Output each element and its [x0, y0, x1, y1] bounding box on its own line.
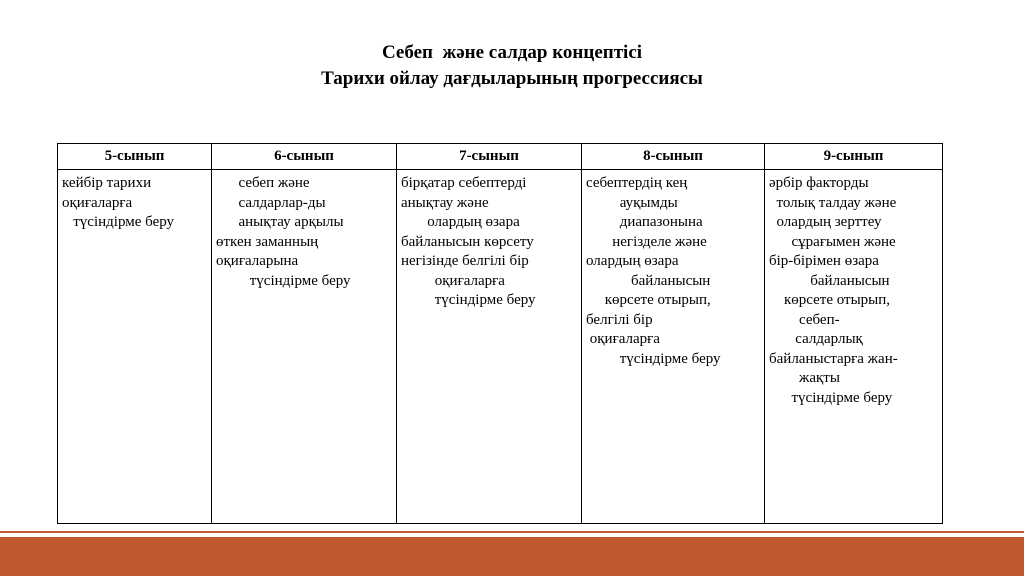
- cell-line: себептердің кең: [586, 175, 688, 191]
- cell-line: түсіндірме беру: [216, 272, 351, 289]
- cell-grade-6: [212, 170, 397, 524]
- header-grade-5: 5-сынып: [58, 144, 212, 170]
- cell-line: жақты: [769, 370, 840, 386]
- cell-line: ауқымды: [586, 194, 678, 211]
- cell-line: оқиғаларға: [62, 194, 133, 211]
- cell-line: сұрағымен және: [769, 233, 896, 250]
- progression-table: [57, 143, 943, 524]
- cell-line: негізделе және: [586, 233, 707, 250]
- cell-line: толық талдау және: [769, 194, 897, 211]
- cell-line: кейбір тарихи: [62, 175, 152, 191]
- cell-line: көрсете отырып,: [586, 292, 711, 308]
- header-grade-9: 9-сынып: [765, 144, 943, 170]
- cell-line: бірқатар себептерді: [401, 175, 527, 191]
- slide-title: [0, 40, 1024, 92]
- cell-line: оқиғаларға: [586, 331, 660, 347]
- cell-line: салдарлық: [769, 331, 863, 347]
- cell-grade-8: [582, 170, 765, 524]
- cell-line: бір-бірімен өзара: [769, 253, 879, 269]
- cell-line: олардың зерттеу: [769, 214, 882, 230]
- footer-accent-line: [0, 531, 1024, 533]
- cell-line: себеп және: [216, 175, 310, 191]
- cell-line: түсіндірме беру: [62, 214, 175, 230]
- cell-line: өткен заманның: [216, 233, 319, 250]
- cell-line: байланыстарға жан-: [769, 350, 898, 367]
- header-grade-7: 7-сынып: [397, 144, 582, 170]
- cell-line: олардың өзара: [401, 214, 520, 230]
- cell-line: диапазонына: [586, 214, 703, 230]
- cell-line: байланысын: [769, 272, 890, 289]
- title-line-1: Себеп және салдар концептісі: [381, 42, 643, 63]
- cell-grade-7: [397, 170, 582, 524]
- cell-line: анықтау және: [401, 194, 489, 211]
- cell-line: белгілі бір: [586, 311, 653, 328]
- header-grade-6: 6-сынып: [212, 144, 397, 170]
- cell-line: байланысын көрсету: [401, 233, 534, 250]
- cell-line: олардың өзара: [586, 253, 679, 269]
- cell-line: түсіндірме беру: [401, 292, 536, 308]
- cell-line: анықтау арқылы: [216, 214, 344, 230]
- cell-line: әрбір факторды: [769, 175, 869, 191]
- cell-grade-9: [765, 170, 943, 524]
- header-row: [58, 144, 943, 170]
- cell-grade-5: [58, 170, 212, 524]
- cell-line: түсіндірме беру: [769, 389, 893, 406]
- footer-accent-bar: [0, 537, 1024, 576]
- cell-line: байланысын: [586, 272, 711, 289]
- cell-line: себеп-: [769, 311, 840, 328]
- cell-line: салдарлар-ды: [216, 194, 326, 211]
- cell-line: оқиғаларына: [216, 253, 299, 269]
- cell-line: оқиғаларға: [401, 272, 505, 289]
- header-grade-8: 8-сынып: [582, 144, 765, 170]
- cell-line: көрсете отырып,: [769, 292, 891, 308]
- title-line-2: Тарихи ойлау дағдыларының прогрессиясы: [321, 68, 703, 89]
- cell-line: түсіндірме беру: [586, 350, 721, 367]
- cell-line: негізінде белгілі бір: [401, 253, 529, 269]
- table-row: [58, 170, 943, 524]
